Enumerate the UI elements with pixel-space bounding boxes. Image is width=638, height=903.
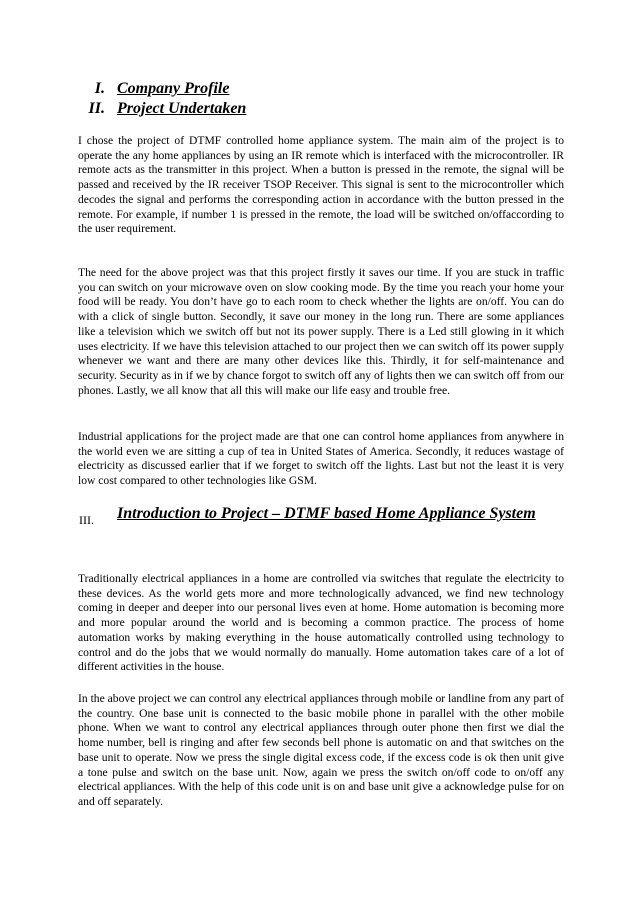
heading-number: II.	[88, 100, 105, 117]
heading-project-undertaken	[88, 99, 247, 119]
paragraph-home-automation: Traditionally electrical appliances in a home are controlled via switches that regulate the electricity to these devices. As the world gets more and more technologically advanced, we find new technology coming in deeper and deeper into our personal lives even at home. Home automation is becoming more and more popular around the world and is becoming a common practice. The process of home automation works by making everything in the house automatically controlled using technology to control and do the jobs that we would normally do manually. Home automation takes care of a lot of different activities in the house.	[78, 572, 564, 674]
heading-title: Project Undertaken	[117, 100, 247, 117]
paragraph-project-description: I chose the project of DTMF controlled home appliance system. The main aim of the project is to operate the any home appliances by using an IR remote which is interfaced with the microcontroller. IR remote acts as the transmitter in this project. When a button is pressed in the remote, the signal will be passed and received by the IR receiver TSOP Receiver. This signal is sent to the microcontroller which decodes the signal and performs the corresponding action in accordance with the button pressed in the remote. For example, if number 1 is pressed in the remote, the load will be switched on/offaccording to the user requirement.	[78, 134, 564, 236]
heading-number-introduction: III.	[79, 513, 94, 527]
paragraph-project-operation: In the above project we can control any electrical appliances through mobile or landline from any part of the country. One base unit is connected to the basic mobile phone in parallel with the other mobile phone. When we want to control any electrical appliances through outer phone then first we dial the home number, bell is ringing and after few seconds bell phone is automatic on and that switches on the base unit to operate. Now we press the single digital excess code, if the excess code is ok then unit give a tone pulse and switch on the base unit. Now, again we press the switch on/off code to on/off any electrical appliances. With the help of this code unit is on and base unit give a acknowledge pulse for on and off separately.	[78, 692, 564, 808]
heading-introduction: Introduction to Project – DTMF based Home Appliance System	[117, 505, 536, 522]
paragraph-project-need: The need for the above project was that this project firstly it saves our time. If you are stuck in traffic you can switch on your microwave oven on slow cooking mode. By the time you reach your home your food will be ready. You don’t have go to each room to check whether the lights are on/off. You can do with a click of single button. Secondly, it save our money in the long run. There are some appliances like a television which we switch off but not its power supply. There is a Led still glowing in it which uses electricity. If we have this television attached to our project then we can switch off its power supply whenever we want and there are many other devices like this. Thirdly, it for self-maintenance and security. Security as in if we by chance forgot to switch off any of lights then we can switch off from our phones. Lastly, we all know that all this will make our life easy and trouble free.	[78, 266, 564, 397]
heading-number: I.	[94, 80, 105, 97]
heading-company-profile	[94, 79, 230, 99]
heading-title: Company Profile	[117, 80, 230, 97]
paragraph-industrial-applications: Industrial applications for the project made are that one can control home appliances from anywhere in the world even we are sitting a cup of tea in United States of America. Secondly, it reduces wastage of electricity as discussed earlier that if we forget to switch off the lights. Last but not the least it is very low cost compared to other technologies like GSM.	[78, 430, 564, 488]
